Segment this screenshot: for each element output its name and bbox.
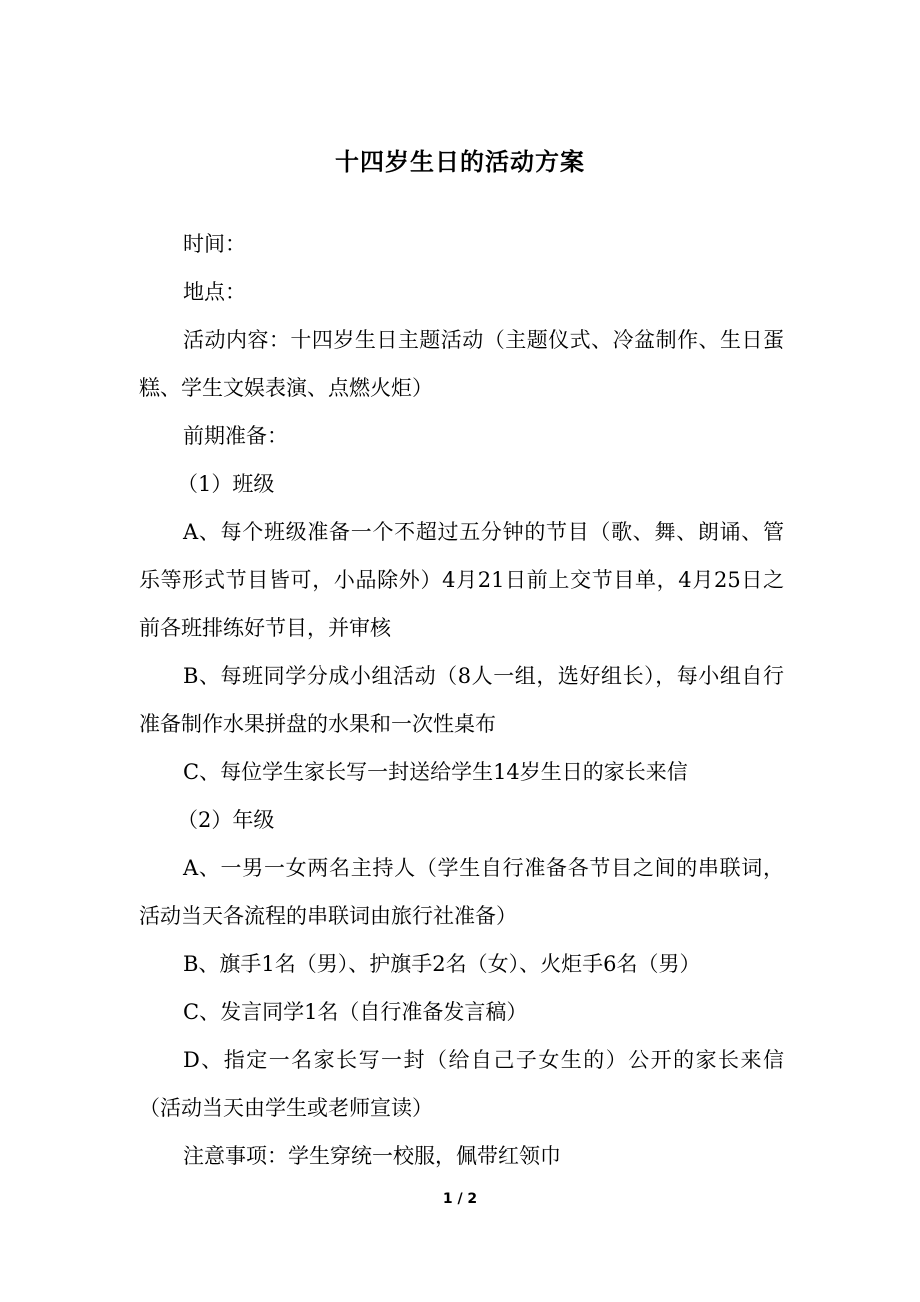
document-title: 十四岁生日的活动方案 [335,148,585,176]
paragraph-class-a: A、每个班级准备一个不超过五分钟的节目（歌、舞、朗诵、管乐等形式节目皆可，小品除外）4月21日前上交节目单，4月25日之前各班排练好节目，并审核 [139,520,784,640]
paragraph-grade-heading: （2）年级 [177,808,275,832]
paragraph-location: 地点： [183,280,246,304]
paragraph-grade-d: D、指定一名家长写一封（给自己子女生的）公开的家长来信（活动当天由学生或老师宣读） [139,1048,784,1120]
paragraph-time: 时间： [183,232,246,256]
document-body [139,220,784,1180]
paragraph-grade-b: B、旗手1名（男）、护旗手2名（女）、火炬手6名（男） [183,952,701,976]
paragraph-preparation-heading: 前期准备： [183,424,288,448]
paragraph-class-c: C、每位学生家长写一封送给学生14岁生日的家长来信 [183,760,688,784]
paragraph-activity-content: 活动内容：十四岁生日主题活动（主题仪式、冷盆制作、生日蛋糕、学生文娱表演、点燃火炬） [139,328,784,400]
paragraph-notes: 注意事项：学生穿统一校服，佩带红领巾 [183,1144,561,1168]
paragraph-grade-c: C、发言同学1名（自行准备发言稿） [183,1000,528,1024]
page-number: 1 / 2 [442,1191,478,1207]
paragraph-class-heading: （1）班级 [177,472,275,496]
paragraph-class-b: B、每班同学分成小组活动（8人一组，选好组长），每小组自行准备制作水果拼盘的水果和一次性桌布 [139,664,784,736]
paragraph-grade-a: A、一男一女两名主持人（学生自行准备各节目之间的串联词，活动当天各流程的串联词由旅行社准备） [139,856,784,928]
